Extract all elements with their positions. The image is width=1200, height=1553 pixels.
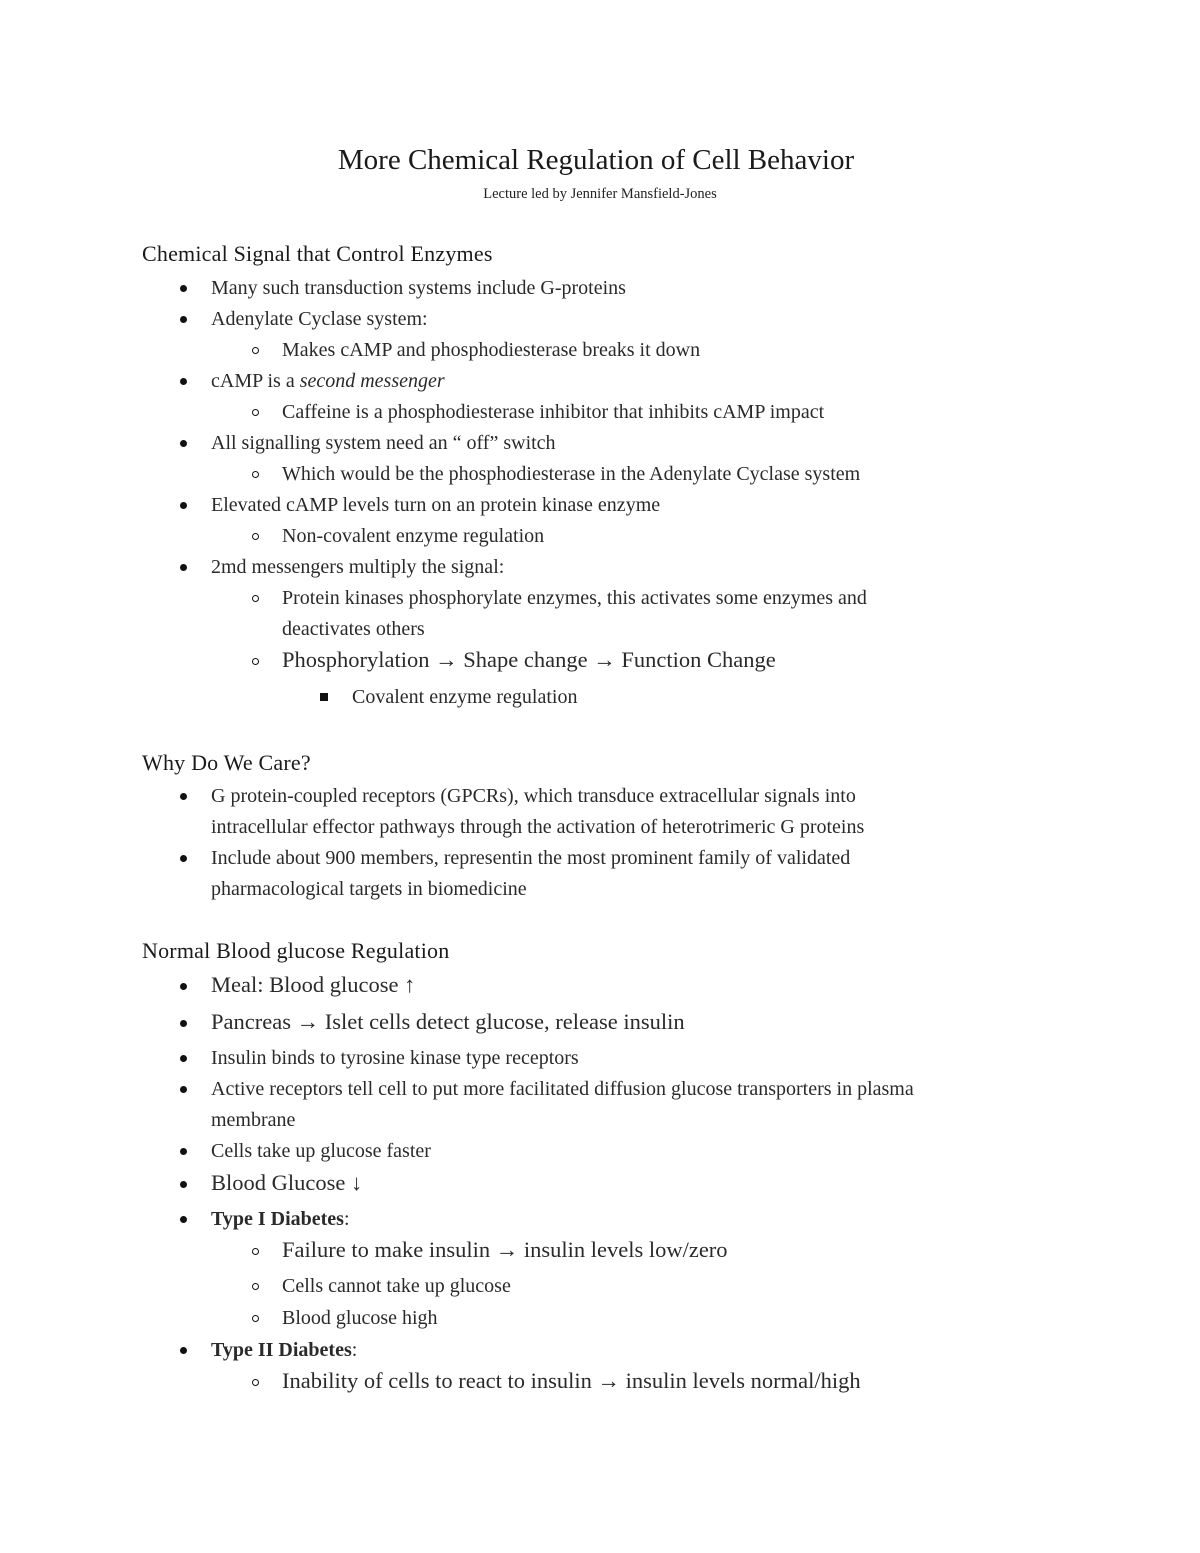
list-item: Elevated cAMP levels turn on an protein kinase enzyme <box>211 494 661 516</box>
sub-bullet-circle <box>252 533 259 540</box>
bullet-dot <box>180 1055 187 1062</box>
bullet-dot <box>180 1181 187 1188</box>
sub-bullet-circle <box>252 1379 259 1386</box>
bullet-dot <box>180 564 187 571</box>
sub-list-item: Makes cAMP and phosphodiesterase breaks it down <box>282 339 701 361</box>
bullet-dot <box>180 1148 187 1155</box>
page-title: More Chemical Regulation of Cell Behavior <box>337 144 855 176</box>
list-item-text: cAMP is a <box>211 370 300 392</box>
list-item: Active receptors tell cell to put more facilitated diffusion glucose transporters in plasma <box>211 1078 914 1100</box>
sub-list-item: Cells cannot take up glucose <box>282 1275 511 1297</box>
sub-bullet-circle <box>252 658 259 665</box>
sub-list-item: Inability of cells to react to insulin → insulin levels normal/high <box>282 1368 861 1393</box>
list-item: Insulin binds to tyrosine kinase type receptors <box>211 1047 579 1069</box>
sub-list-item: Which would be the phosphodiesterase in the Adenylate Cyclase system <box>282 463 861 485</box>
sub-list-item: Failure to make insulin → insulin levels low/zero <box>282 1237 728 1262</box>
list-item-continuation: pharmacological targets in biomedicine <box>211 878 527 900</box>
list-item <box>211 1205 350 1233</box>
sub-bullet-circle <box>252 595 259 602</box>
sub-bullet-circle <box>252 347 259 354</box>
list-item <box>211 1336 357 1364</box>
list-item <box>211 367 445 395</box>
section-heading-enzymes: Chemical Signal that Control Enzymes <box>142 241 493 266</box>
emphasis-text: second messenger <box>299 370 445 392</box>
bold-label: Type I Diabetes <box>211 1208 344 1230</box>
list-item: Cells take up glucose faster <box>211 1140 431 1162</box>
sub-sub-bullet-square <box>320 693 328 701</box>
list-item-continuation: membrane <box>211 1109 296 1131</box>
list-item: All signalling system need an “ off” switch <box>211 432 556 454</box>
section-heading-why-care: Why Do We Care? <box>142 750 311 775</box>
list-item: Many such transduction systems include G-proteins <box>211 277 626 299</box>
sub-bullet-circle <box>252 1283 259 1290</box>
bullet-dot <box>180 793 187 800</box>
bullet-dot <box>180 285 187 292</box>
bullet-dot <box>180 1020 187 1027</box>
sub-list-item: Caffeine is a phosphodiesterase inhibitor that inhibits cAMP impact <box>282 401 825 423</box>
bullet-dot <box>180 440 187 447</box>
sub-sub-list-item: Covalent enzyme regulation <box>352 686 578 708</box>
sub-list-item: Protein kinases phosphorylate enzymes, this activates some enzymes and <box>282 587 867 609</box>
sub-bullet-circle <box>252 1315 259 1322</box>
bold-label: Type II Diabetes <box>211 1339 352 1361</box>
page-subtitle: Lecture led by Jennifer Mansfield-Jones <box>483 186 717 202</box>
list-item: Include about 900 members, representin the most prominent family of validated <box>211 847 851 869</box>
bullet-dot <box>180 855 187 862</box>
list-item: Blood Glucose ↓ <box>211 1170 363 1195</box>
sub-bullet-circle <box>252 1248 259 1255</box>
sub-list-item: Phosphorylation → Shape change → Function Change <box>282 647 776 672</box>
bullet-dot <box>180 1086 187 1093</box>
bullet-dot <box>180 316 187 323</box>
list-item: Pancreas → Islet cells detect glucose, release insulin <box>211 1009 685 1034</box>
bullet-dot <box>180 1216 187 1223</box>
list-item: Adenylate Cyclase system: <box>211 308 428 330</box>
sub-bullet-circle <box>252 409 259 416</box>
list-item-text: : <box>343 1208 350 1230</box>
bullet-dot <box>180 983 187 990</box>
list-item-text: : <box>351 1339 358 1361</box>
list-item: Meal: Blood glucose ↑ <box>211 972 416 997</box>
list-item: 2md messengers multiply the signal: <box>211 556 505 578</box>
section-heading-glucose: Normal Blood glucose Regulation <box>142 938 450 963</box>
bullet-dot <box>180 502 187 509</box>
sub-list-item-continuation: deactivates others <box>282 618 425 640</box>
sub-list-item: Non-covalent enzyme regulation <box>282 525 545 547</box>
list-item: G protein-coupled receptors (GPCRs), which transduce extracellular signals into <box>211 785 856 807</box>
sub-bullet-circle <box>252 471 259 478</box>
bullet-dot <box>180 378 187 385</box>
sub-list-item: Blood glucose high <box>282 1307 438 1329</box>
bullet-dot <box>180 1347 187 1354</box>
list-item-continuation: intracellular effector pathways through the activation of heterotrimeric G proteins <box>211 816 865 838</box>
